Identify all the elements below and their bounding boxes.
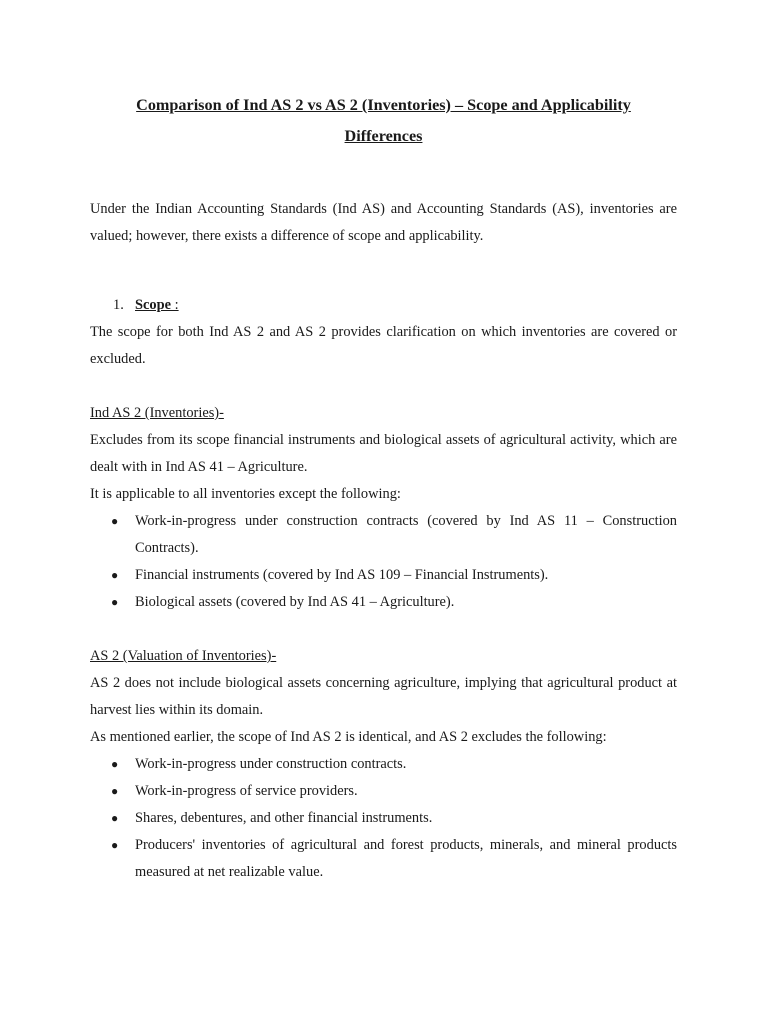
bullet-icon: ● (111, 757, 119, 771)
section-scope-colon: : (170, 297, 179, 313)
list-item-text: Work-in-progress under construction contracts. (135, 756, 407, 772)
title-line-1: Comparison of Ind AS 2 vs AS 2 (Inventories) – Scope and Applicability (136, 96, 631, 114)
ind-as2-bullet-list (90, 508, 677, 616)
bullet-icon: ● (111, 568, 119, 582)
list-item-text: Financial instruments (covered by Ind AS 109 – Financial Instruments). (135, 567, 549, 583)
list-item-text: Biological assets (covered by Ind AS 41 – Agriculture). (135, 594, 455, 610)
section-scope-title: Scope (135, 297, 171, 313)
list-item (90, 832, 677, 886)
intro-paragraph: Under the Indian Accounting Standards (Ind AS) and Accounting Standards (AS), inventories are valued; however, there exists a difference of scope and applicability. (90, 201, 677, 244)
list-item (90, 778, 677, 805)
numbered-item-scope (90, 292, 677, 319)
list-item (90, 589, 677, 616)
as2-paragraph-1: AS 2 does not include biological assets concerning agriculture, implying that agricultural product at harvest lies within its domain. (90, 675, 677, 718)
bullet-icon: ● (111, 595, 119, 609)
list-item-text: Producers' inventories of agricultural and forest products, minerals, and mineral products measured at net realizable value. (135, 837, 677, 880)
list-item (90, 751, 677, 778)
numbered-list (90, 292, 677, 319)
ind-as2-heading: Ind AS 2 (Inventories)- (90, 405, 224, 421)
list-item (90, 508, 677, 562)
as2-bullet-list (90, 751, 677, 886)
as2-heading: AS 2 (Valuation of Inventories)- (90, 648, 277, 664)
list-item (90, 805, 677, 832)
bullet-icon: ● (111, 514, 119, 528)
document-title (90, 0, 677, 152)
bullet-icon: ● (111, 784, 119, 798)
item-number: 1. (113, 297, 124, 313)
scope-body: The scope for both Ind AS 2 and AS 2 provides clarification on which inventories are covered or excluded. (90, 324, 677, 367)
list-item-text: Work-in-progress under construction contracts (covered by Ind AS 11 – Construction Contracts). (135, 513, 677, 556)
list-item-text: Shares, debentures, and other financial instruments. (135, 810, 433, 826)
list-item-text: Work-in-progress of service providers. (135, 783, 358, 799)
ind-as2-paragraph-1: Excludes from its scope financial instruments and biological assets of agricultural activity, which are dealt with in Ind AS 41 – Agriculture. (90, 432, 677, 475)
list-item (90, 562, 677, 589)
ind-as2-paragraph-2: It is applicable to all inventories except the following: (90, 486, 401, 502)
bullet-icon: ● (111, 811, 119, 825)
as2-paragraph-2: As mentioned earlier, the scope of Ind AS 2 is identical, and AS 2 excludes the following: (90, 729, 607, 745)
bullet-icon: ● (111, 838, 119, 852)
title-line-2: Differences (344, 127, 423, 145)
